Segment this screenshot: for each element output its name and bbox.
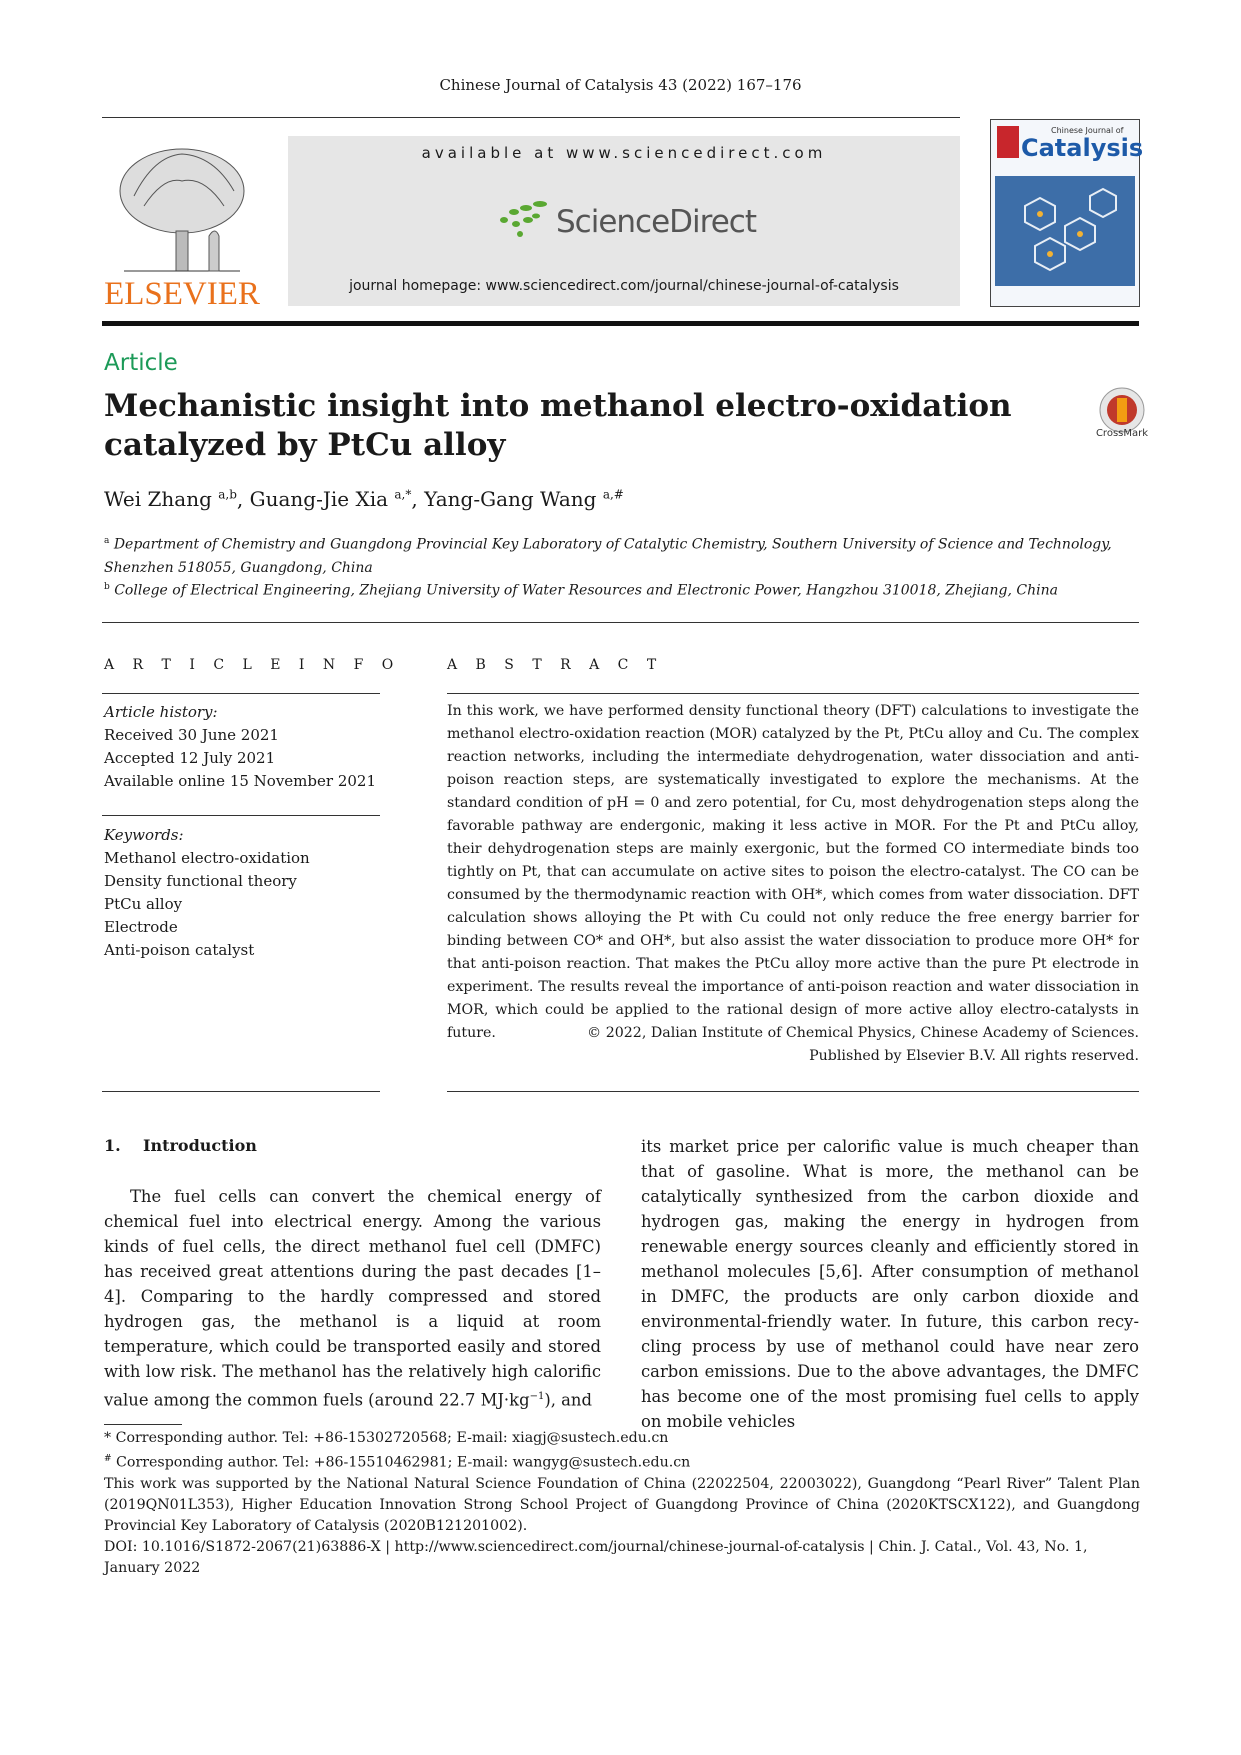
sciencedirect-logo[interactable] bbox=[496, 198, 756, 246]
info-rule-2 bbox=[102, 815, 380, 816]
copyright-line-1: © 2022, Dalian Institute of Chemical Physics, Chinese Academy of Sciences. bbox=[587, 1025, 1139, 1041]
article-type-label: Article bbox=[104, 350, 178, 376]
author-affiliation-mark: a,# bbox=[602, 487, 624, 502]
abstract-heading: A B S T R A C T bbox=[447, 657, 664, 673]
affiliation-text: Department of Chemistry and Guangdong Provincial Key Laboratory of Catalytic Chemistry, Southern University of Science and Technology, Shenzhen 518055, Guangdong, China bbox=[104, 536, 1112, 576]
body-column-right: its market price per calorific value is much cheaper than that of gasoline. What is more, the methanol can be catalytically synthesized from the carbon dioxide and hydrogen gas, making the energy in hydrogen from renewable energy sources cleanly and efficiently stored in methanol molecules [5,6]. After consumption of methanol in DMFC, the products are only carbon dioxide and environmental-friendly water. In future, this carbon recycling process by use of methanol could have near zero carbon emissions. Due to the above advantages, the DMFC has become one of the most promising fuel cells to apply on mobile vehicles bbox=[641, 1137, 1139, 1431]
received-date: Received 30 June 2021 bbox=[104, 726, 279, 744]
elsevier-wordmark: ELSEVIER bbox=[104, 276, 260, 312]
footnote-mark: # bbox=[104, 1454, 112, 1464]
cover-subtitle: Chinese Journal of bbox=[1051, 126, 1124, 135]
cover-emblem-icon bbox=[997, 126, 1019, 158]
superscript: −1 bbox=[529, 1391, 545, 1402]
author-affiliation-mark: a,* bbox=[394, 487, 412, 502]
body-column-left bbox=[104, 1184, 601, 1412]
header-divider bbox=[102, 321, 1139, 326]
funding-note: This work was supported by the National Natural Science Foundation of China (22022504, 22003022), Guangdong “Pearl River” Talent Plan (2019QN01L353), Higher Education Innovation Strong School Project of Guangdong Province of China (2020KTSCX122), and Guangdong Provincial Key Laboratory of Catalysis (2020B121201002). bbox=[104, 1475, 1140, 1534]
online-date: Available online 15 November 2021 bbox=[104, 772, 376, 790]
article-history bbox=[104, 701, 376, 793]
copyright-block bbox=[447, 1022, 1139, 1068]
body-text-end: ), and bbox=[544, 1390, 592, 1410]
abstract-rule-top bbox=[447, 693, 1139, 694]
corresponding-author-2-text: Corresponding author. Tel: +86-15510462981; E-mail: wangyg@sustech.edu.cn bbox=[111, 1454, 691, 1471]
section-number: 1. bbox=[104, 1136, 121, 1155]
author-list bbox=[104, 487, 624, 511]
affiliation-text: College of Electrical Engineering, Zhejiang University of Water Resources and Electronic Power, Hangzhou 310018, Zhejiang, China bbox=[114, 582, 1058, 599]
affiliation-mark: b bbox=[104, 582, 110, 592]
article-title: Mechanistic insight into methanol electro-oxidation catalyzed by PtCu alloy bbox=[104, 388, 1012, 463]
available-at-text: available at www.sciencedirect.com bbox=[421, 144, 827, 162]
affiliation-a bbox=[104, 530, 1124, 580]
body-text: The fuel cells can convert the chemical energy of chemical fuel into electrical energy. Among the various kinds of fuel cells, the direct methanol fuel cell (DMFC) has received great attentions during the past decades [1–4]. Comparing to the hardly compressed and stored hydrogen gas, the methanol is a liquid at room temperature, which could be transported easily and stored with low risk. The methanol has the relatively high calorific value among the common fuels (around 22.7 MJ·kg bbox=[104, 1187, 601, 1410]
journal-homepage[interactable]: journal homepage: www.sciencedirect.com/journal/chinese-journal-of-catalysis bbox=[349, 278, 899, 294]
affiliation-mark: a bbox=[104, 536, 110, 546]
journal-reference: Chinese Journal of Catalysis 43 (2022) 167–176 bbox=[439, 76, 802, 94]
info-rule-3 bbox=[102, 1091, 380, 1092]
keyword: Methanol electro-oxidation bbox=[104, 849, 310, 867]
abstract-rule-bottom bbox=[447, 1091, 1139, 1092]
author-name[interactable]: Yang-Gang Wang bbox=[424, 487, 597, 511]
affiliation-b bbox=[104, 576, 1124, 603]
keyword: Electrode bbox=[104, 918, 178, 936]
sciencedirect-wordmark: ScienceDirect bbox=[556, 204, 756, 240]
keywords-block bbox=[104, 824, 310, 962]
info-rule-1 bbox=[102, 693, 380, 694]
header-rule bbox=[102, 117, 960, 118]
doi-line[interactable]: DOI: 10.1016/S1872-2067(21)63886-X | http://www.sciencedirect.com/journal/chinese-journal-of-catalysis | Chin. J. Catal., Vol. 43, No. 1, January 2022 bbox=[104, 1538, 1088, 1576]
keyword: Anti-poison catalyst bbox=[104, 941, 255, 959]
keywords-label: Keywords: bbox=[104, 826, 184, 844]
sciencedirect-dots-icon bbox=[496, 198, 554, 246]
section-heading bbox=[104, 1136, 257, 1155]
article-info-heading: A R T I C L E I N F O bbox=[104, 657, 401, 673]
corresponding-author-1: * Corresponding author. Tel: +86-15302720568; E-mail: xiagj@sustech.edu.cn bbox=[104, 1430, 669, 1446]
affiliation-rule bbox=[102, 622, 1139, 623]
author-affiliation-mark: a,b bbox=[218, 487, 237, 502]
accepted-date: Accepted 12 July 2021 bbox=[104, 749, 276, 767]
abstract-text: In this work, we have performed density functional theory (DFT) calculations to investigate the methanol electro-oxidation reaction (MOR) catalyzed by the Pt, PtCu alloy and Cu. The complex reaction networks, including the intermediate dehydrogenation, water dissociation and anti-poison reaction steps, are systematically investigated to explore the mechanisms. At the standard condition of pH = 0 and zero potential, for Cu, most dehydrogenation steps along the favorable pathway are endergonic, making it less active in MOR. For the Pt and PtCu alloy, their dehydrogenation steps are mainly exergonic, but the formed CO intermediate binds too tightly on Pt, that can accumulate on active sites to poison the electro-catalyst. The CO can be consumed by the thermodynamic reaction with OH*, which comes from water dissociation. DFT calculation shows alloying the Pt with Cu could not only reduce the free energy barrier for binding between CO* and OH*, but also assist the water dissociation to produce more OH* for that anti-poison reaction. That makes the PtCu alloy more active than the pure Pt electrode in experiment. The results reveal the importance of anti-poison reaction and water dissociation in MOR, which could be applied to the rational design of more active alloy electro-catalysts in future. bbox=[447, 703, 1139, 1041]
keyword: Density functional theory bbox=[104, 872, 297, 890]
copyright-line-2: Published by Elsevier B.V. All rights reserved. bbox=[809, 1048, 1139, 1064]
author-name[interactable]: Wei Zhang bbox=[104, 487, 212, 511]
footnote-rule bbox=[104, 1424, 182, 1425]
crossmark-label: CrossMark bbox=[1095, 428, 1149, 439]
footnotes bbox=[104, 1428, 1140, 1579]
cover-title: Catalysis bbox=[1021, 134, 1144, 162]
history-label: Article history: bbox=[104, 703, 218, 721]
author-separator: , bbox=[236, 487, 250, 511]
keyword: PtCu alloy bbox=[104, 895, 183, 913]
corresponding-author-2 bbox=[104, 1449, 1140, 1474]
section-title: Introduction bbox=[142, 1136, 257, 1155]
journal-cover bbox=[990, 119, 1144, 307]
author-separator: , bbox=[411, 487, 425, 511]
cover-artwork bbox=[995, 176, 1135, 286]
author-name[interactable]: Guang-Jie Xia bbox=[249, 487, 389, 511]
